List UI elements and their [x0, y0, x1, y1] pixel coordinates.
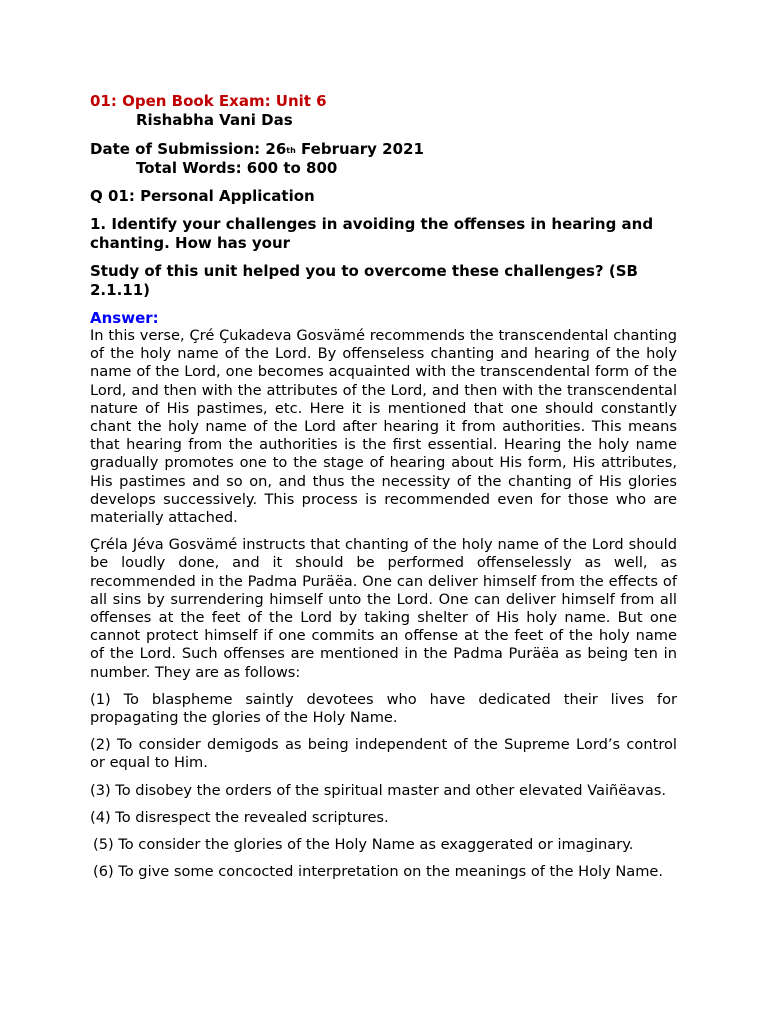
question-line-1: 1. Identify your challenges in avoiding the offenses in hearing and chanting. How has your	[90, 215, 654, 252]
offense-item-2: (2) To consider demigods as being independent of the Supreme Lord’s control or equal to Him.	[90, 736, 677, 772]
offense-item-6: (6) To give some concocted interpretation on the meanings of the Holy Name.	[93, 863, 664, 881]
question-heading: Q 01: Personal Application	[90, 187, 315, 205]
offense-item-4: (4) To disrespect the revealed scriptures.	[90, 808, 389, 826]
answer-paragraph-2: Çréla Jéva Gosvämé instructs that chanting of the holy name of the Lord should be loudly done, and it should be performed offenselessly as well, as recommended in the Padma Puräëa. One can deliver himself from the effects of all sins by surrendering himself unto the Lord. One can deliver himself from all offenses at the feet of the Lord by taking shelter of His holy name. But one cannot protect himself if one commits an offense at the feet of the holy name of the Lord. Such offenses are mentioned in the Padma Puräëa as being ten in number. They are as follows:	[90, 536, 677, 681]
document-page	[90, 92, 677, 881]
submission-date-prefix: Date of Submission: 26	[90, 140, 287, 158]
submission-date	[90, 140, 677, 159]
offense-item-3: (3) To disobey the orders of the spiritual master and other elevated Vaiñëavas.	[90, 781, 667, 799]
offense-item-1: (1) To blaspheme saintly devotees who have dedicated their lives for propagating the glories of the Holy Name.	[90, 690, 677, 727]
question-line-2: Study of this unit helped you to overcome these challenges? (SB 2.1.11)	[90, 262, 638, 299]
author-name: Rishabha Vani Das	[136, 111, 293, 129]
total-words: Total Words: 600 to 800	[136, 159, 338, 177]
answer-paragraph-1: In this verse, Çré Çukadeva Gosvämé recommends the transcendental chanting of the holy name of the Lord. By offenseless chanting and hearing of the holy name of the Lord, one becomes acquainted with the transcendental form of the Lord, and then with the attributes of the Lord, and then with the transcendental nature of His pastimes, etc. Here it is mentioned that one should constantly chant the holy name of the Lord after hearing it from authorities. This means that hearing from the authorities is the first essential. Hearing the holy name gradually promotes one to the stage of hearing about His form, His attributes, His pastimes and so on, and thus the necessity of the chanting of His glories develops successively. This process is recommended even for those who are materially attached.	[90, 327, 677, 527]
submission-date-ordinal: th	[286, 146, 296, 155]
answer-label: Answer:	[90, 309, 159, 327]
submission-date-rest: February 2021	[295, 140, 424, 158]
offense-item-5: (5) To consider the glories of the Holy Name as exaggerated or imaginary.	[93, 836, 634, 854]
document-title: 01: Open Book Exam: Unit 6	[90, 92, 327, 110]
